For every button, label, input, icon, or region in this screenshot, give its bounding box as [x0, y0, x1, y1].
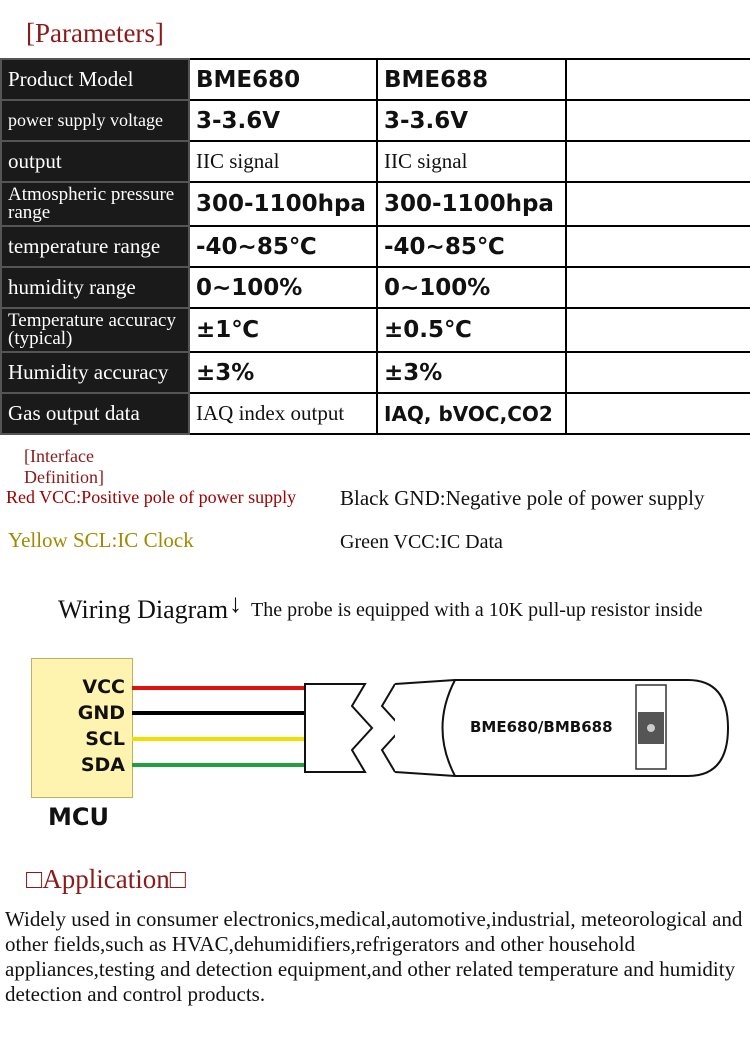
bme680-value: 3-3.6V: [189, 100, 377, 141]
bme688-value: 0~100%: [377, 267, 566, 308]
empty-cell: [566, 182, 750, 226]
table-row: [1, 141, 750, 182]
mcu-label: MCU: [48, 803, 109, 831]
row-label: Gas output data: [1, 393, 189, 434]
table-row: [1, 352, 750, 393]
parameters-title: [Parameters]: [26, 18, 164, 48]
bme688-value: ±0.5℃: [377, 308, 566, 352]
empty-cell: [566, 59, 750, 100]
bme680-value: -40~85℃: [189, 226, 377, 267]
interface-title: [Interface Definition]: [24, 446, 104, 487]
black-wire-definition: Black GND:Negative pole of power supply: [340, 486, 705, 510]
row-label: Temperature accuracy (typical): [1, 308, 189, 352]
probe-model-label: BME680/BMB688: [470, 718, 613, 736]
empty-cell: [566, 226, 750, 267]
pin-vcc: VCC: [82, 676, 125, 698]
sensor-dot: [647, 724, 655, 732]
bme680-value: ±3%: [189, 352, 377, 393]
application-title: □Application□: [26, 864, 187, 894]
row-label: temperature range: [1, 226, 189, 267]
table-row: [1, 308, 750, 352]
empty-cell: [566, 352, 750, 393]
table-row: [1, 226, 750, 267]
table-row: [1, 393, 750, 434]
pin-sda: SDA: [80, 754, 125, 776]
probe-note: The probe is equipped with a 10K pull-up resistor inside: [251, 599, 703, 621]
bme688-value: -40~85℃: [377, 226, 566, 267]
bme680-value: 300-1100hpa: [189, 182, 377, 226]
red-wire-definition: Red VCC:Positive pole of power supply: [6, 487, 297, 507]
wiring-diagram: [0, 640, 750, 810]
down-arrow-icon: ↓: [229, 589, 242, 618]
parameters-table: [0, 58, 750, 435]
application-text: Widely used in consumer electronics,medical,automotive,industrial, meteorological and other fields,such as HVAC,dehumidifiers,refrigerators and other household appliances,testing and detection equipment,and other related temperature and humidity detection and control products.: [5, 907, 743, 1006]
wiring-diagram-title: Wiring Diagram: [58, 595, 229, 624]
row-label: Atmospheric pressure range: [1, 182, 189, 226]
row-label: Humidity accuracy: [1, 352, 189, 393]
bme680-value: ±1℃: [189, 308, 377, 352]
empty-cell: [566, 393, 750, 434]
row-label: Product Model: [1, 59, 189, 100]
pin-scl: SCL: [85, 728, 125, 750]
row-label: output: [1, 141, 189, 182]
row-label: power supply voltage: [1, 100, 189, 141]
empty-cell: [566, 308, 750, 352]
green-wire-definition: Green VCC:IC Data: [340, 531, 503, 553]
bme688-value: IIC signal: [377, 141, 566, 182]
cable-section: [305, 684, 372, 772]
bme680-value: IAQ index output: [189, 393, 377, 434]
pin-gnd: GND: [77, 702, 125, 724]
table-row: [1, 100, 750, 141]
row-label: humidity range: [1, 267, 189, 308]
empty-cell: [566, 267, 750, 308]
empty-cell: [566, 100, 750, 141]
bme688-value: ±3%: [377, 352, 566, 393]
bme680-value: 0~100%: [189, 267, 377, 308]
table-row: [1, 59, 750, 100]
empty-cell: [566, 141, 750, 182]
yellow-wire-definition: Yellow SCL:IC Clock: [8, 528, 194, 552]
bme680-value: IIC signal: [189, 141, 377, 182]
bme688-value: 3-3.6V: [377, 100, 566, 141]
table-row: [1, 267, 750, 308]
bme680-value: BME680: [189, 59, 377, 100]
table-row: [1, 182, 750, 226]
bme688-value: 300-1100hpa: [377, 182, 566, 226]
bme688-value: IAQ, bVOC,CO2: [377, 393, 566, 434]
bme688-value: BME688: [377, 59, 566, 100]
